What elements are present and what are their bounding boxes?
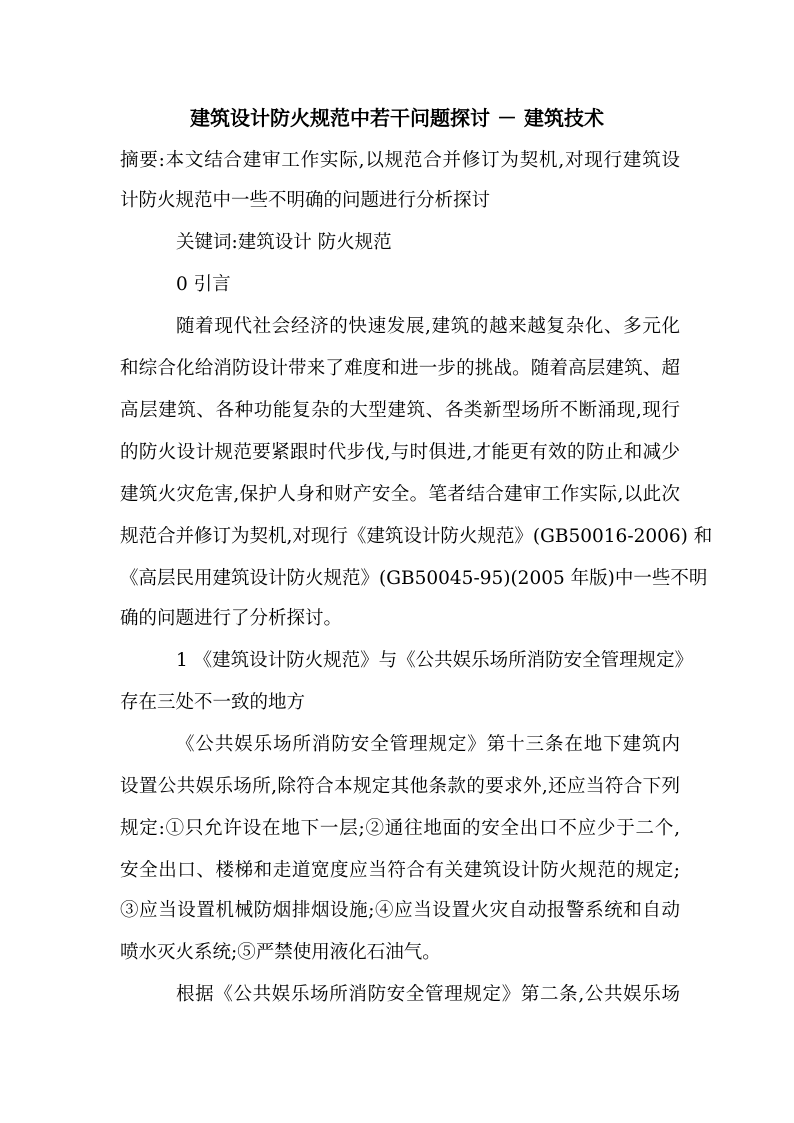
paragraph-line: 《高层民用建筑设计防火规范》(GB50045-95)(2005 年版)中一些不明 [120,568,708,589]
paragraph-line: 的防火设计规范要紧跟时代步伐,与时俱进,才能更有效的防止和减少 [120,442,680,463]
section-heading: 1 《建筑设计防火规范》与《公共娱乐场所消防安全管理规定》 [176,650,694,671]
paragraph-line: 和综合化给消防设计带来了难度和进一步的挑战。随着高层建筑、超 [120,358,680,379]
paragraph-line: 根据《公共娱乐场所消防安全管理规定》第二条,公共娱乐场 [176,984,680,1005]
paragraph-line: 确的问题进行了分析探讨。 [120,608,343,629]
keywords: 关键词:建筑设计 防火规范 [176,232,392,253]
paragraph-line: 规范合并修订为契机,对现行《建筑设计防火规范》(GB50016-2006) 和 [120,526,713,547]
paragraph-line: 建筑火灾危害,保护人身和财产安全。笔者结合建审工作实际,以此次 [120,484,680,505]
abstract-line: 计防火规范中一些不明确的问题进行分析探讨 [120,190,491,211]
paragraph-line: 安全出口、楼梯和走道宽度应当符合有关建筑设计防火规范的规定; [120,860,680,881]
paragraph-line: 喷水灭火系统;⑤严禁使用液化石油气。 [120,942,441,963]
abstract-line: 摘要:本文结合建审工作实际,以规范合并修订为契机,对现行建筑设 [120,150,680,171]
paragraph-line: 设置公共娱乐场所,除符合本规定其他条款的要求外,还应当符合下列 [120,776,680,797]
paragraph-line: 高层建筑、各种功能复杂的大型建筑、各类新型场所不断涌现,现行 [120,400,680,421]
paragraph-line: 规定:①只允许设在地下一层;②通往地面的安全出口不应少于二个, [120,818,680,839]
section-heading: 0 引言 [176,274,231,295]
paragraph-line: 随着现代社会经济的快速发展,建筑的越来越复杂化、多元化 [176,316,680,337]
paragraph-line: 《公共娱乐场所消防安全管理规定》第十三条在地下建筑内 [176,734,680,755]
paragraph-line: ③应当设置机械防烟排烟设施;④应当设置火灾自动报警系统和自动 [120,900,680,921]
section-heading: 存在三处不一致的地方 [120,692,306,713]
document-title: 建筑设计防火规范中若干问题探讨 － 建筑技术 [190,106,604,130]
